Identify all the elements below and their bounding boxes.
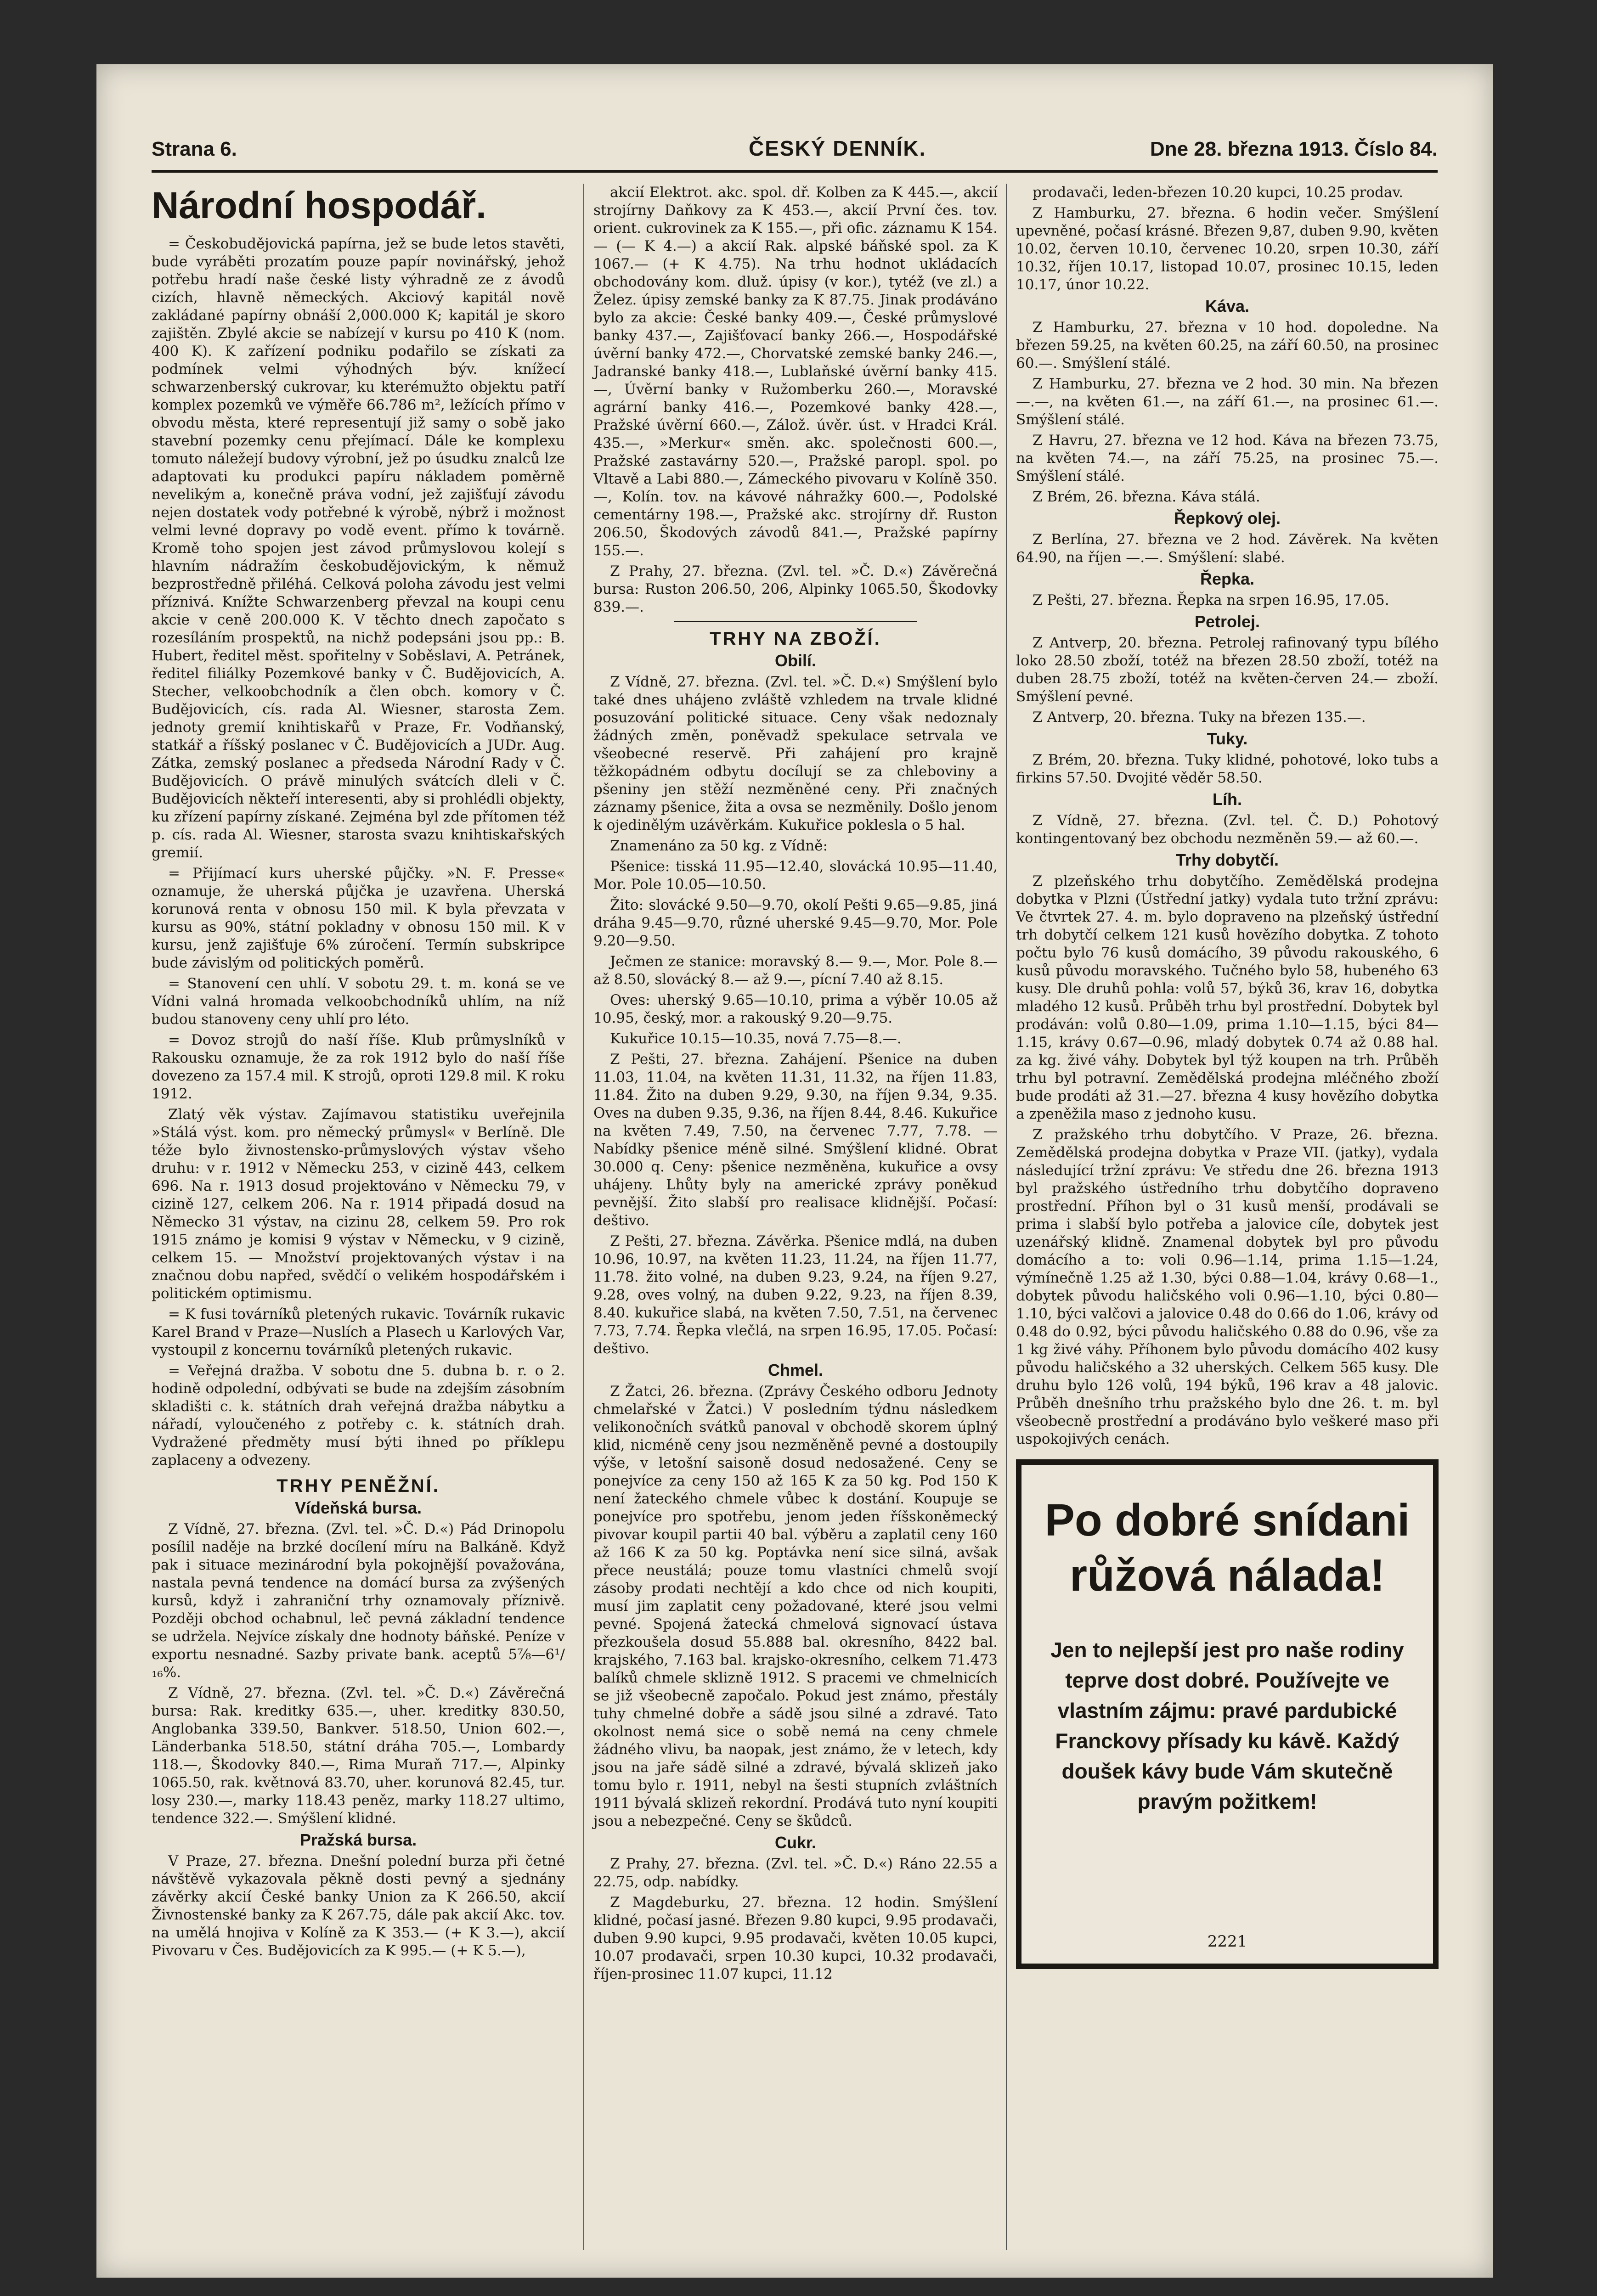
- subsection-heading: Tuky.: [1207, 729, 1248, 748]
- article-paragraph: Z Berlína, 27. března ve 2 hod. Závěrek. Na květen 64.90, na říjen —.—. Smýšlení: slabé.: [1016, 531, 1439, 566]
- subsection-heading: Řepka.: [1200, 569, 1255, 588]
- ad-headline: Po dobré snídani růžová nálada!: [1044, 1495, 1410, 1600]
- article-paragraph: = Stanovení cen uhlí. V sobotu 29. t. m. koná se ve Vídni valná hromada velkoobchodníků uhlím, na níž budou stanoveny ceny uhlí pro léto.: [152, 975, 565, 1028]
- article-paragraph: Z Prahy, 27. března. (Zvl. tel. »Č. D.«) Ráno 22.55 a 22.75, odp. nabídky.: [593, 1856, 998, 1890]
- article-paragraph: Z Vídně, 27. března. (Zvl. tel. »Č. D.«) Závěrečná bursa: Rak. kreditky 635.—, uher. kreditky 830.50, Anglobanka 339.50, Bankver. 518.50, Union 602.—, Länderbanka 518.50, státní dráha 705.—, Lombardy 118.—, Škodovky 840.—, Rima Muraň 717.—, Alpinky 1065.50, rak. květnová 83.70, uher. korunová 82.45, tur. losy 230.—, marky 118.43 peněz, marky 118.27 ultimo, tendence 322.—. Smýšlení klidné.: [152, 1685, 565, 1827]
- issue-date: Dne 28. března 1913. Číslo 84.: [1150, 138, 1438, 160]
- article-paragraph: Z Hamburku, 27. března v 10 hod. dopoledne. Na březen 59.25, na květen 60.25, na září 60.50, na prosinec 60.—. Smýšlení stálé.: [1016, 319, 1439, 371]
- article-paragraph: = Českobudějovická papírna, jež se bude letos stavěti, bude vyráběti prozatím pouze papír novinářský, jehož potřebu hradí naše české listy výhradně ze z ávodů cizích, hlavně německých. Akciový kapitál nově zakládané papírny obnáší 2,000.000 K; kapitál je skoro zajištěn. Zbylé akcie se nabízejí v kursu po 410 K (nom. 400 K). K zařízení podniku podařilo se získati za podmínek velmi výhodných býv. knížecí schwarzenberský cukrovar, ku kterémužto objektu patří komplex pozemků ve výměře 66.786 m², ležících přímo v obvodu města, které representují již samy o sobě jako stavební pozemky cenu přejímací. Dále ke komplexu tomuto náležejí budovy výrobní, jež po úsudku znalců lze adaptovati ku produkci papíru nákladem poměrně nevelikým a, konečně práva vodní, jež zajišťují závodu nejen dostatek vody potřebné k výrobě, nýbrž i možnost velmi levné dopravy po vodě event. přímo k továrně. Kromě toho spojen jest závod průmyslovou kolejí s hlavním nádražím českobudějovickým, k němuž bezprostředně přiléhá. Celková poloha závodu jest velmi příznivá. Knížte Schwarzenberg převzal na koupi cenu akcie v ceně 200.000 K. V těchto dnech započato s rozesíláním prospektů, na nichž podepsáni jsou pp.: B. Hubert, ředitel měst. spořitelny v Soběslavi, A. Petránek, ředitel filiálky Pozemkové banky v Č. Budějovicích, A. Stecher, velkoobchodník a člen obch. komory v Č. Budějovicích, cís. rada Al. Wiesner, starosta Zem. jednoty gremií knihtiskařů v Praze, Fr. Vodňanský, statkář a říšský poslanec v Č. Budějovicích a JUDr. Aug. Zátka, zemský poslanec a předseda Národní Rady v Č. Budějovicích. O právě minulých svátcích dleli v Č. Budějovicích někteří interesenti, aby si prohlédli objekty, ku zřízení papírny získané. Zejména byl zde přítomen též p. cís. rada Al. Wiesner, starosta svazu knihtiskařských gremií.: [152, 236, 565, 861]
- article-paragraph: akcií Elektrot. akc. spol. dř. Kolben za K 445.—, akcií strojírny Daňkovy za K 453.—, akcií První čes. tov. orient. cukrovinek za K 155.—, při ofic. záznamu K 154.— (— K 4.—) a akcií Rak. alpské báňské spol. za K 1067.— (+ K 4.75). Na trhu hodnot ukládacích obchodovány kom. dluž. úpisy (v kor.), tytéž (ve zl.) a Želez. úpisy zemské banky za K 87.75. Jinak prodáváno bylo za akcie: České banky 409.—, České průmyslové banky 437.—, Zajišťovací banky 266.—, Hospodářské úvěrní banky 472.—, Chorvatské zemské banky 246.—, Jadranské banky 418.—, Lublaňské úvěrní banky 415.—, Úvěrní banky v Ružomberku 260.—, Moravské agrární banky 416.—, Pozemkové banky 428.—, Pražské úvěrní 660.—, Zálož. úvěr. úst. v Hradci Král. 435.—, »Merkur« směn. akc. společnosti 600.—, Pražské zastavárny 520.—, Pražské paropl. spol. po Vltavě a Labi 880.—, Zámeckého pivovaru v Kolíně 350.—, Kolín. tov. na kávové náhražky 600.—, Podolské cementárny 198.—, Pražské akc. strojírny dř. Ruston 206.50, Škodových závodů 841.—, Pražské papírny 155.—.: [593, 184, 998, 559]
- article-paragraph: prodavači, leden-březen 10.20 kupci, 10.25 prodav.: [1033, 184, 1404, 201]
- column-3: [1006, 184, 1439, 2250]
- article-paragraph: Z Pešti, 27. března. Řepka na srpen 16.95, 17.05.: [1033, 592, 1389, 608]
- article-paragraph: = K fusi továrníků pletených rukavic. Továrník rukavic Karel Brand v Praze—Nuslích a Plasech u Karlových Var, vystoupil z koncernu továrníků pletených rukavic.: [152, 1306, 565, 1358]
- price-line: Kukuřice 10.15—10.35, nová 7.75—8.—.: [610, 1030, 902, 1047]
- price-line: Ječmen ze stanice: moravský 8.— 9.—, Mor. Pole 8.— až 8.50, slovácký 8.— až 9.—, pícní 7.40 až 8.15.: [593, 953, 998, 988]
- masthead: ČESKÝ DENNÍK.: [749, 136, 926, 160]
- column-1: [152, 184, 565, 2250]
- article-paragraph: Z plzeňského trhu dobytčího. Zemědělská prodejna dobytka v Plzni (Ústřední jatky) vydala tuto tržní zprávu: Ve čtvrtek 27. 4. m. bylo dopraveno na plzeňský ústřední trh dobytčí celkem 121 kusů hovězího dobytka. Z tohoto počtu bylo 76 kusů domácího, 39 původu rakouského, 6 kusů původu moravského. Tučného bylo 58, hubeného 63 kusy. Dle druhů pohla: volů 57, býků 36, krav 16, dobytka mladého 12 kusů. Průběh trhu byl prostřední. Dobytek byl prodáván: volů 0.80—1.09, prima 1.10—1.15, býci 84—1.15, krávy 0.67—0.96, mladý dobytek 0.74 až 0.88 hal. za kg. živé váhy. Dobytek byl týž koupen na trh. Průběh trhu byl potravní. Zemědělská prodejna mléčného zboží bude prodáti až 31.—27. března 4 kusy hovězího dobytka a zpeněžila maso z jednoho kusu.: [1016, 873, 1439, 1122]
- subsection-heading: Chmel.: [767, 1361, 824, 1379]
- article-paragraph: = Veřejná dražba. V sobotu dne 5. dubna b. r. o 2. hodině odpolední, odbývati se bude na zdejším zásobním skladišti c. k. státních drah veřejná dražba nábytku a nářadí, vyloučeného z potřeby c. k. státních drah. Vydražené předměty musí býti ihned po příklepu zaplaceny a odvezeny.: [152, 1362, 565, 1469]
- price-line: Pšenice: tisská 11.95—12.40, slovácká 10.95—11.40, Mor. Pole 10.05—10.50.: [593, 858, 998, 893]
- article-paragraph: = Dovoz strojů do naší říše. Klub průmyslníků v Rakousku oznamuje, že za rok 1912 bylo do naší říše dovezeno za 157.4 mil. K strojů, oproti 129.8 mil. K roku 1912.: [152, 1032, 565, 1102]
- rubric-heading: TRHY NA ZBOŽÍ.: [710, 629, 881, 649]
- rubric-heading: TRHY PENĚŽNÍ.: [277, 1476, 440, 1496]
- ad-body: Jen to nejlepší jest pro naše rodiny teprve dost dobré. Používejte ve vlastním zájmu: pravé pardubické Franckovy přísady ku kávě. Každý doušek kávy bude Vám skutečně pravým požitkem!: [1050, 1638, 1404, 1813]
- article-paragraph: Zlatý věk výstav. Zajímavou statistiku uveřejnila »Stálá výst. kom. pro německý průmysl« v Berlíně. Dle téže bylo živnostensko-průmyslových výstav všeho druhu: v r. 1912 v Německu 253, v cizině 443, celkem 696. Na r. 1913 dosud projektováno v Německu 79, v cizině 127, celkem 206. Na r. 1914 připadá dosud na Německo 31 výstav, na cizinu 28, celkem 59. Pro rok 1915 známo je komisi 9 výstav v Německu, v 9 cizině, celkem 15. — Množství projektovaných výstav i na značnou dobu napřed, svědčí o velikém hospodářském i politickém optimismu.: [152, 1106, 565, 1302]
- article-paragraph: Znamenáno za 50 kg. z Vídně:: [610, 838, 828, 854]
- article-paragraph: Z Vídně, 27. března. (Zvl. tel. »Č. D.«) Pád Drinopolu posílil naděje na brzké docílení míru na Balkáně. Když pak i situace mezinárodní byla pokojnější považována, nastala pevná tendence na domácí bursa za zvýšených kursů, když i zahraniční trhy oznamovaly příznivě. Později obchod ochabnul, leč pevná základní tendence se udržela. Nejvíce získaly dne hodnoty báňské. Peníze v exportu nesnadné. Sazby private bank. aceptů 5⅞—6¹/₁₆%.: [152, 1521, 565, 1681]
- article-paragraph: = Přijímací kurs uherské půjčky. »N. F. Presse« oznamuje, že uherská půjčka je uzavřena. Uherská korunová renta v obnosu 150 mil. K byla převzata v kursu as 90%, státní pokladny v obnosu 150 mil. K v kursu, jenž zajišťuje 6% zúročení. Termín subskripce bude závislým od politických poměrů.: [152, 865, 565, 971]
- article-paragraph: Z Hamburku, 27. března. 6 hodin večer. Smýšlení upevněné, počasí krásné. Březen 9,87, duben 9.90, květen 10.02, červen 10.10, červenec 10.20, srpen 10.30, září 10.32, říjen 10.17, listopad 10.07, prosinec 10.15, leden 10.17, únor 10.22.: [1016, 205, 1439, 293]
- article-paragraph: Z Magdeburku, 27. března. 12 hodin. Smýšlení klidné, počasí jasné. Březen 9.80 kupci, 9.95 prodavači, duben 9.90 kupci, 9.95 prodavači, květen 10.05 kupci, 10.07 prodavači, srpen 10.30 kupci, 10.32 prodavači, říjen-prosinec 11.07 kupci, 11.12: [593, 1894, 998, 1982]
- price-line: Oves: uherský 9.65—10.10, prima a výběr 10.05 až 10.95, český, mor. a rakouský 9.20—9.75.: [593, 992, 998, 1026]
- article-paragraph: Z Hamburku, 27. března ve 2 hod. 30 min. Na březen —.—, na květen 61.—, na září 61.—, na prosinec 61.—. Smýšlení stálé.: [1016, 376, 1439, 428]
- article-paragraph: Z Pešti, 27. března. Zahájení. Pšenice na duben 11.03, 11.04, na květen 11.31, 11.32, na říjen 11.83, 11.84. Žito na duben 9.29, 9.30, na říjen 9.34, 9.35. Oves na duben 9.35, 9.36, na říjen 8.44, 8.46. Kukuřice na květen 7.49, 7.50, na červenec 7.77, 7.78. — Nabídky pšenice méně silné. Smýšlení klidné. Obrat 30.000 q. Ceny: pšenice nezměněna, kukuřice a ovsy uhájeny. Lhůty byly na americké zprávy poněkud pevnější. Žito slabší pro realisace klidnější. Počasí: deštivo.: [593, 1051, 998, 1229]
- subsection-heading: Obilí.: [775, 651, 816, 670]
- article-paragraph: Z Antverp, 20. března. Petrolej rafinovaný typu bílého loko 28.50 zboží, totéž na březen 28.50 zboží, totéž na duben 28.75 zboží, totéž na květen-červen 24.— zboží. Smýšlení pevné.: [1016, 635, 1439, 705]
- newspaper-page: [96, 64, 1493, 2278]
- article-paragraph: Z Brém, 20. března. Tuky klidné, pohotové, loko tubs a firkins 57.50. Dvojité věděr 58.50.: [1016, 752, 1439, 786]
- subsection-heading: Cukr.: [774, 1833, 817, 1852]
- article-paragraph: Z Vídně, 27. března. (Zvl. tel. Č. D.) Pohotový kontingentovaný bez obchodu nezměněn 59.— až 60.—.: [1016, 812, 1439, 847]
- article-paragraph: Z Havru, 27. března ve 12 hod. Káva na březen 73.75, na květen 74.—, na září 75.25, na prosinec 75.—. Smýšlení stálé.: [1016, 432, 1439, 484]
- subsection-heading: Trhy dobytčí.: [1175, 850, 1279, 869]
- article-paragraph: Z Vídně, 27. března. (Zvl. tel. »Č. D.«) Smýšlení bylo také dnes uhájeno zvláště vzhledem na trvale klidné posuzování politické situace. Ceny však nedoznaly žádných změn, poněvadž spekulace setrvala ve všeobecné reservě. Při zahájení pro krajně těžkopádném odbytu docílují se za chleboviny a pšeniny jen stěží nezměněné ceny. Při značných záznamy pšenice, žita a ovsa se nezměnily. Došlo jenom k ojedinělým uzávěrkám. Kukuřice poklesla o 5 hal.: [593, 674, 998, 833]
- article-paragraph: Z Prahy, 27. března. (Zvl. tel. »Č. D.«) Závěrečná bursa: Ruston 206.50, 206, Alpinky 1065.50, Škodovky 839.—.: [593, 563, 998, 615]
- subsection-heading: Pražská bursa.: [299, 1830, 417, 1849]
- article-paragraph: Z pražského trhu dobytčího. V Praze, 26. března. Zemědělská prodejna dobytka v Praze VII. (jatky), vydala následující tržní zprávu: Ve středu dne 26. března 1913 byl pražského ústředního trhu dobytčího dopraveno prostřední. Příhon byl o 31 kusů menší, prodávali se prima i slabší bylo potřeba a jalovice cíle, dobytek jest uzenářský klidně. Znamenal dobytek byl pro původu domácího a to: voli 0.96—1.14, prima 1.15—1.24, výmínečně 1.25 až 1.30, býci 0.88—1.04, krávy 0.68—1., dobytek původu haličského voli 0.96—1.10, býci 0.80—1.10, býci valčovi a jalovice 0.48 do 0.66 do 1.06, krávy od 0.48 do 0.92, býci původu haličského 0.88 do 0.96, vše za 1 kg živé váhy. Příhonem bylo původu domácího 402 kusy původu haličského a 32 uherských. Celkem 565 kusy. Dle druhu bylo 126 volů, 194 býků, 196 krav a 48 jalovic. Průběh dnešního trhu pražského bylo dne 26. t. m. byl všeobecně prostřední a prodáváno bylo veškeré maso při uspokojivých cenách.: [1016, 1126, 1439, 1447]
- article-paragraph: V Praze, 27. března. Dnešní polední burza při četné návštěvě vykazovala pěkně dosti pevný a sjednány závěrky akcií České banky Union za K 266.50, akcií Živnostenské banky za K 267.75, dále pak akcií Akc. tov. na umělá hnojiva v Kolíně za K 353.— (+ K 3.—), akcií Pivovaru v Čes. Budějovicích za K 995.— (+ K 5.—),: [152, 1853, 565, 1959]
- price-line: Žito: slovácké 9.50—9.70, okolí Pešti 9.65—9.85, jiná dráha 9.45—9.70, různé uherské 9.45—9.70, Mor. Pole 9.20—9.50.: [593, 897, 998, 949]
- subsection-heading: Petrolej.: [1194, 612, 1260, 631]
- advertisement-box: [1016, 1459, 1439, 1969]
- article-paragraph: Z Pešti, 27. března. Závěrka. Pšenice mdlá, na duben 10.96, 10.97, na květen 11.23, 11.24, na říjen 11.77, 11.78. žito volné, na duben 9.23, 9.24, na říjen 9.27, 9.28, oves volný, na duben 9.22, 9.23, na říjen 8.39, 8.40. kukuřice slabá, na květen 7.50, 7.51, na červenec 7.73, 7.74. Řepka vlečlá, na srpen 16.95, 17.05. Počasí: deštivo.: [593, 1233, 998, 1357]
- article-paragraph: Z Žatci, 26. března. (Zprávy Českého odboru Jednoty chmelařské v Žatci.) V posledním týdnu následkem velikonočních svátků panoval v obchodě skorem úplný klid, nicméně ceny jsou nezměněně pevné a dostoupily výše, v letošní saisoně dosud nedosažené. Ceny se ponejvíce za ceny 150 až 165 K za 50 kg. Pod 150 K není žateckého chmele vůbec k dostání. Koupuje se ponejvíce pro spotřebu, jenom jeden říšskoněmecký pivovar koupil partii 40 bal. výběru a zaplatil ceny 160 až 166 K za 50 kg. Poptávka není sice silná, avšak přece neustálá; pouze tomu vlastníci chmelů svojí zásoby prodati nechtějí a kdo chce od nich koupiti, musí jim zaplatit ceny požadované, které jsou velmi pevné. Spojená žatecká chmelová signovací ústava přezkoušela dosud 55.888 bal. okresního, 8422 bal. krajského, 7.163 bal. krajsko-okresního, celkem 71.473 balíků chmele sklizně 1912. S pracemi ve chmelnicích se již všeobecně započalo. Pokud jest známo, přestály tuhy chmelné dobře a sádě jsou silné a zdravé. Tato okolnost nemá sice o sobě nemá na ceny chmele žádného vlivu, ba naopak, jest známo, že v letech, kdy jsou na jaře sádě silné a zdravé, bývalá sklizeň jako tomu bylo r. 1911, nebyl na šesti stupních zvláštních 1911 bývalá sklizeň rekordní. Prodává tuto nyní koupiti jsou a nebezpečné. Ceny se škůdců.: [593, 1383, 998, 1829]
- divider: [674, 621, 917, 622]
- section-title: Národní hospodář.: [152, 185, 486, 226]
- article-paragraph: Z Antverp, 20. března. Tuky na březen 135.—.: [1033, 709, 1366, 726]
- column-2: [583, 184, 998, 2250]
- subsection-heading: Líh.: [1213, 790, 1242, 809]
- article-paragraph: Z Brém, 26. března. Káva stálá.: [1033, 489, 1260, 505]
- subsection-heading: Řepkový olej.: [1174, 509, 1281, 528]
- page-header: [152, 133, 1438, 173]
- subsection-heading: Vídeňská bursa.: [294, 1498, 422, 1517]
- page-number: Strana 6.: [152, 138, 237, 160]
- subsection-heading: Káva.: [1205, 297, 1250, 315]
- ad-code: 2221: [1207, 1932, 1247, 1951]
